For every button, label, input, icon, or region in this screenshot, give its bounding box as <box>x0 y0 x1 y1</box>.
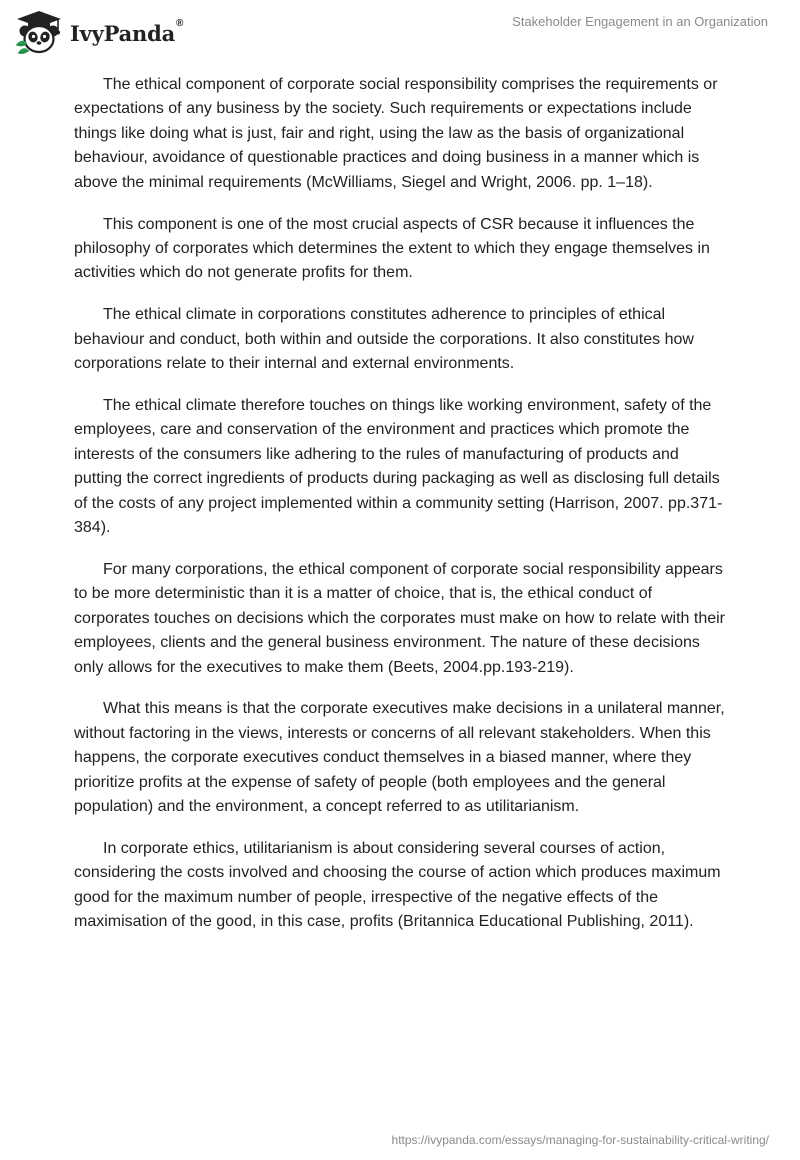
panda-graduate-icon <box>14 9 64 55</box>
paragraph: In corporate ethics, utilitarianism is about considering several courses of action, considering the costs involved and choosing the course of action which produces maximum good for the maximum number of people, irrespective of the negative effects of the maximisation of the good, in this case, profits (Britannica Educational Publishing, 2011). <box>74 839 721 931</box>
paragraph: For many corporations, the ethical component of corporate social responsibility appears to be more deterministic than it is a matter of choice, that is, the ethical conduct of corporates touches on decisions which the corporates must make on how to relate with their employees, clients and the general business environment. The nature of these decisions only allows for the executives to make them (Beets, 2004.pp.193-219). <box>74 560 725 676</box>
brand-name: IvyPanda <box>70 20 176 46</box>
paragraph: The ethical climate therefore touches on things like working environment, safety of the employees, care and conservation of the environment and practices which promote the interests of the consumers like adhering to the rules of manufacturing of products and putting the correct ingredients of products during packaging as well as disclosing full details of the costs of any project implemented within a community setting (Harrison, 2007. pp.371-384). <box>74 396 723 536</box>
source-url[interactable]: https://ivypanda.com/essays/managing-for-sustainability-critical-writing/ <box>391 1133 769 1147</box>
page-header <box>0 0 800 62</box>
paragraph: What this means is that the corporate executives make decisions in a unilateral manner, without factoring in the views, interests or concerns of all relevant stakeholders. When this happens, the corporate executives conduct themselves in a biased manner, where they prioritize profits at the expense of safety of people (both employees and the general population) and the environment, a concept referred to as utilitarianism. <box>74 700 725 816</box>
paragraph: The ethical component of corporate social responsibility comprises the requirements or expectations of any business by the society. Such requirements or expectations include things like doing what is just, fair and right, using the law as the basis of organizational behaviour, avoidance of questionable practices and doing business in a manner which is above the minimal requirements (McWilliams, Siegel and Wright, 2006. pp. 1–18). <box>74 76 718 191</box>
paragraph: The ethical climate in corporations constitutes adherence to principles of ethical behaviour and conduct, both within and outside the corporations. It also constitutes how corporations relate to their internal and external environments. <box>74 306 694 373</box>
paragraph: This component is one of the most crucial aspects of CSR because it influences the philosophy of corporates which determines the extent to which they engage themselves in activities which do not generate profits for them. <box>74 215 710 282</box>
document-title: Stakeholder Engagement in an Organization <box>512 14 768 29</box>
registered-mark: ® <box>176 17 184 29</box>
ivypanda-logo[interactable] <box>14 8 183 56</box>
essay-body <box>74 73 726 952</box>
